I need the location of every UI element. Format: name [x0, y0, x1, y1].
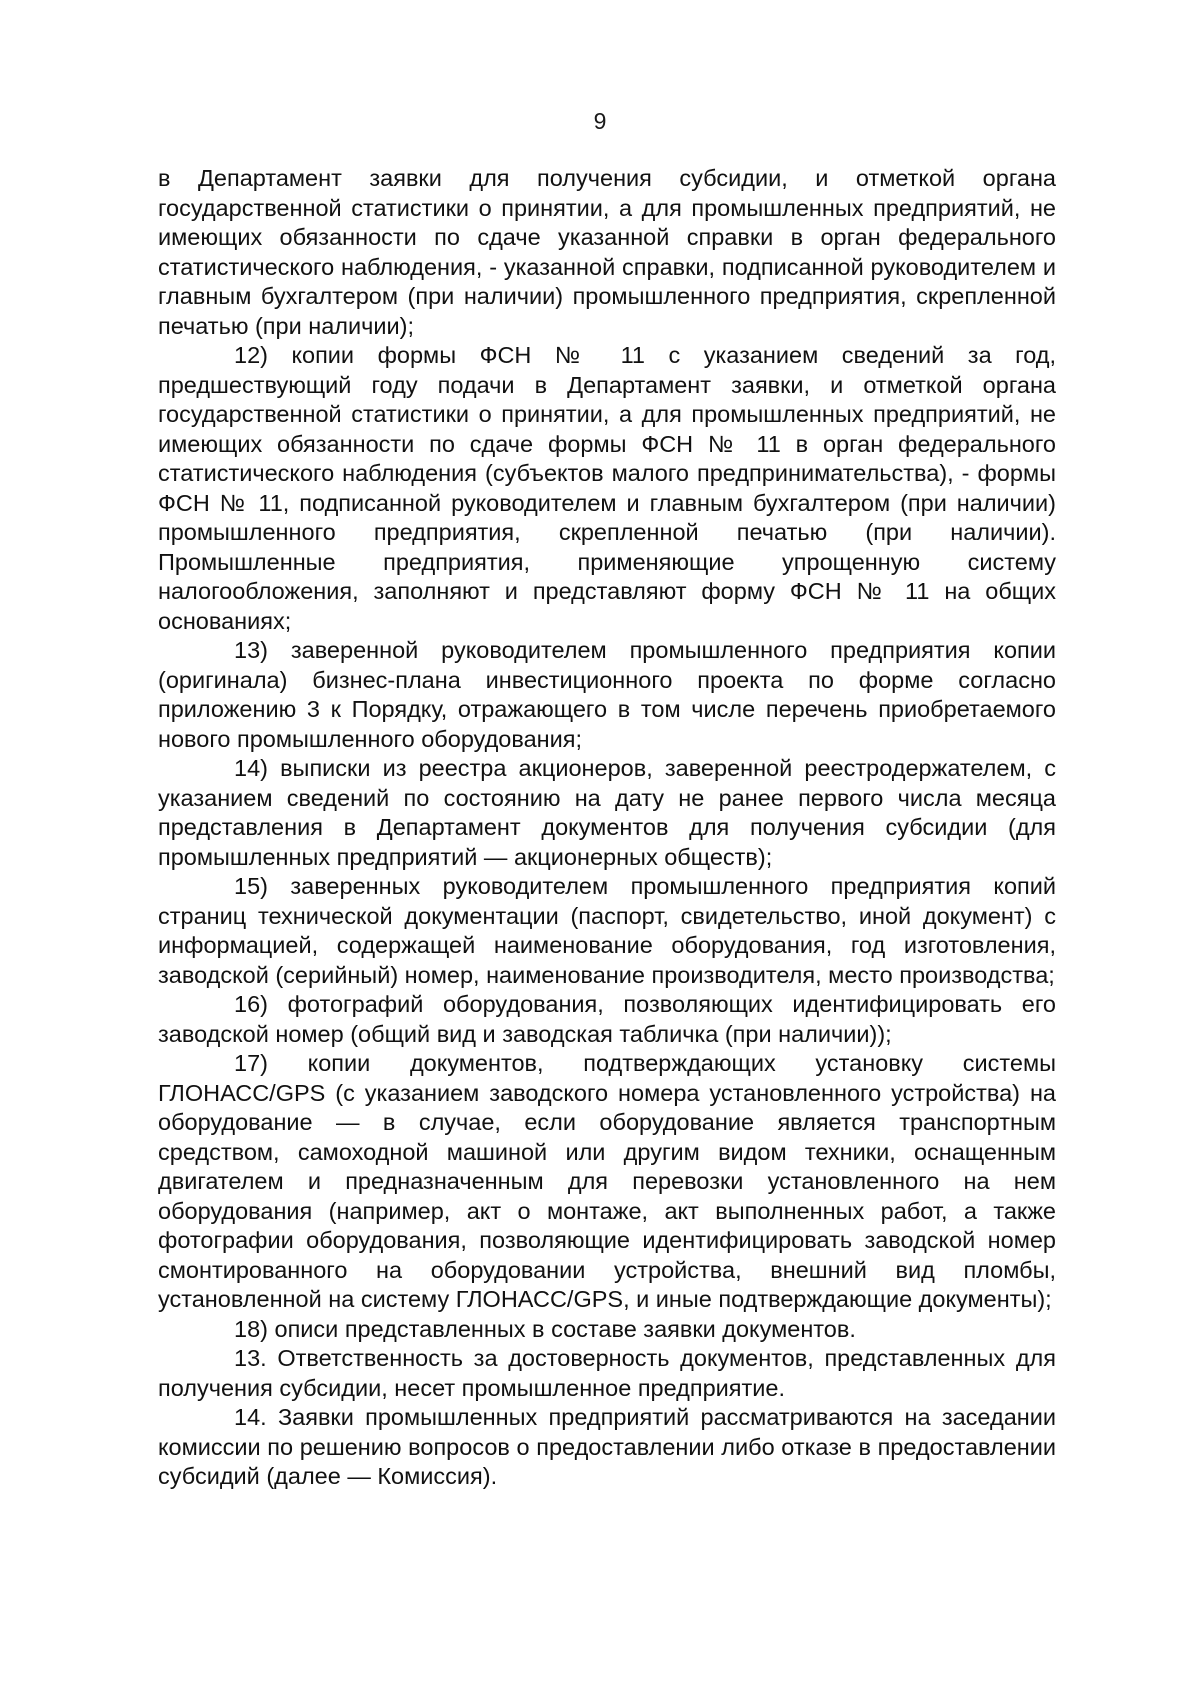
paragraph-item-12: 12) копии формы ФСН № 11 с указанием сведений за год, предшествующий году подачи в Департамент заявки, и отметкой органа государственной статистики о принятии, а для промышленных предприятий, не имеющих обязанности по сдаче формы ФСН № 11 в орган федерального статистического наблюдения (субъектов малого предпринимательства), - формы ФСН № 11, подписанной руководителем и главным бухгалтером (при наличии) промышленного предприятия, скрепленной печатью (при наличии). Промышленные предприятия, применяющие упрощенную систему налогообложения, заполняют и представляют форму ФСН № 11 на общих основаниях; [158, 342, 1056, 634]
paragraph-clause-14: 14. Заявки промышленных предприятий рассматриваются на заседании комиссии по решению вопросов о предоставлении либо отказе в предоставлении субсидий (далее — Комиссия). [158, 1404, 1056, 1489]
paragraph-item-18: 18) описи представленных в составе заявки документов. [234, 1315, 856, 1342]
page-number: 9 [593, 108, 607, 134]
paragraph-item-15: 15) заверенных руководителем промышленного предприятия копий страниц технической документации (паспорт, свидетельство, иной документ) с информацией, содержащей наименование оборудования, год изготовления, заводской (серийный) номер, наименование производителя, место производства; [158, 873, 1056, 988]
paragraph-continuation: в Департамент заявки для получения субсидии, и отметкой органа государственной статистики о принятии, а для промышленных предприятий, не имеющих обязанности по сдаче указанной справки в орган федерального статистического наблюдения, - указанной справки, подписанной руководителем и главным бухгалтером (при наличии) промышленного предприятия, скрепленной печатью (при наличии); [158, 165, 1056, 339]
paragraph-item-13: 13) заверенной руководителем промышленного предприятия копии (оригинала) бизнес-плана инвестиционного проекта по форме согласно приложению 3 к Порядку, отражающего в том числе перечень приобретаемого нового промышленного оборудования; [158, 637, 1056, 752]
document-body [158, 164, 1056, 1492]
paragraph-clause-13: 13. Ответственность за достоверность документов, представленных для получения субсидии, несет промышленное предприятие. [158, 1345, 1056, 1401]
paragraph-item-14: 14) выписки из реестра акционеров, заверенной реестродержателем, с указанием сведений по состоянию на дату не ранее первого числа месяца представления в Департамент документов для получения субсидии (для промышленных предприятий — акционерных обществ); [158, 755, 1056, 870]
paragraph-item-16: 16) фотографий оборудования, позволяющих идентифицировать его заводской номер (общий вид и заводская табличка (при наличии)); [158, 991, 1056, 1047]
paragraph-item-17: 17) копии документов, подтверждающих установку системы ГЛОНАСС/GPS (с указанием заводского номера установленного устройства) на оборудование — в случае, если оборудование является транспортным средством, самоходной машиной или другим видом техники, оснащенным двигателем и предназначенным для перевозки установленного на нем оборудования (например, акт о монтаже, акт выполненных работ, а также фотографии оборудования, позволяющие идентифицировать заводской номер смонтированного на оборудовании устройства, внешний вид пломбы, установленной на систему ГЛОНАСС/GPS, и иные подтверждающие документы); [158, 1050, 1056, 1312]
